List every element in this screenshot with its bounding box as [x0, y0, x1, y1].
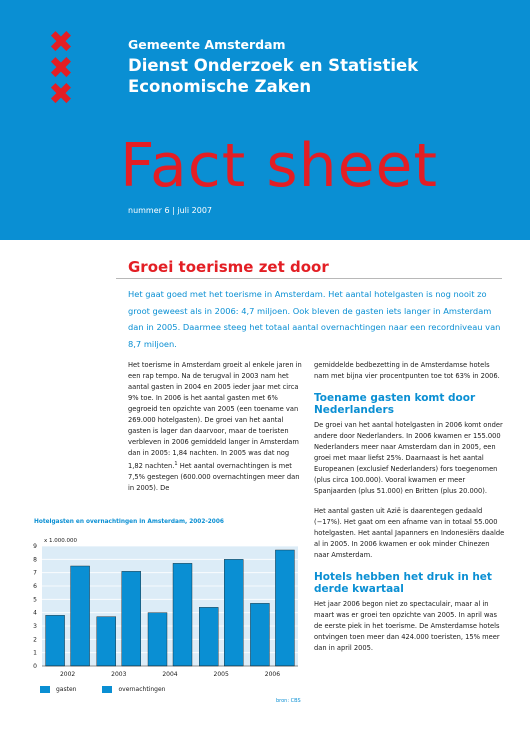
bar-gasten-2005	[199, 607, 218, 666]
cross-icon: ✖	[48, 25, 74, 60]
x-tick-label: 2003	[111, 671, 127, 678]
bar-gasten-2006	[250, 603, 269, 666]
bar-chart	[26, 534, 302, 684]
document-type: Fact sheet	[120, 131, 438, 201]
y-tick-label: 2	[33, 636, 37, 644]
bar-gasten-2002	[46, 615, 65, 666]
legend-label-gasten: gasten	[56, 686, 77, 693]
y-tick-label: 8	[33, 556, 37, 564]
y-tick-label: 3	[33, 623, 37, 630]
x-tick-label: 2004	[162, 671, 178, 678]
organization-name: Gemeente Amsterdam	[128, 37, 286, 52]
bar-overnachtingen-2002	[71, 566, 90, 666]
paragraph-text: Het toerisme in Amsterdam groeit al enkele jaren in een rap tempo. Na de terugval in 2003 nam het aantal gasten in 2004 en 2005 ieder jaar met circa 9% toe. In 2006 is het aantal gasten met 6% gegroeid ten opzichte van 2005 (een toename van 269.000 hotelgasten). De groei van het aantal gasten is lager dan daarvoor, maar de toeristen verbleven in 2006 gemiddeld langer in Amsterdam dan in 2005: 1,84 nachten. In 2005 was dat nog 1,82 nachten.	[128, 361, 302, 471]
bar-overnachtingen-2003	[122, 571, 141, 666]
paragraph: gemiddelde bedbezetting in de Amsterdamse hotels nam met bijna vier procentpunten toe tot 63% in 2006.	[314, 361, 500, 380]
department-line-2: Economische Zaken	[128, 77, 312, 96]
paragraph: Het aantal gasten uit Azië is daarentegen gedaald (−17%). Het gaat om een afname van in totaal 55.000 hotelgasten. Het aantal Japanners en Indonesiërs daalde al in 2005. In 2006 kwamen er ook minder Chinezen naar Amsterdam.	[314, 507, 505, 559]
x-tick-label: 2002	[59, 671, 76, 678]
department-line-1: Dienst Onderzoek en Statistiek	[128, 56, 419, 75]
x-tick-label: 2005	[213, 671, 229, 678]
y-tick-label: 0	[33, 663, 37, 670]
footnote-marker: 1	[174, 461, 178, 467]
body-column-right	[314, 360, 506, 654]
paragraph-text: Het aantal overnachtingen is met 7,5% gestegen (600.000 overnachtingen meer dan in 2005). De	[128, 462, 300, 493]
y-tick-label: 1	[33, 649, 37, 657]
issue-number: nummer 6 | juli 2007	[128, 206, 212, 215]
cross-icon: ✖	[48, 77, 74, 112]
body-column-left	[128, 360, 306, 494]
bar-gasten-2003	[97, 617, 116, 666]
bar-overnachtingen-2004	[173, 563, 192, 666]
y-axis-unit-label: x 1.000.000	[44, 538, 77, 544]
legend-swatch-overnachtingen	[102, 686, 112, 693]
bar-gasten-2004	[148, 613, 167, 666]
y-tick-label: 7	[33, 569, 37, 577]
cross-icon: ✖	[48, 51, 74, 86]
y-tick-label: 9	[33, 543, 37, 550]
paragraph: De groei van het aantal hotelgasten in 2006 komt onder andere door Nederlanders. In 2006 kwamen er 155.000 Nederlanders meer naar Amsterdam dan in 2005, een groei met maar liefst 25%. Daarnaast is het aantal Europeanen (exclusief Nederlanders) fors toegenomen (plus circa 100.000). Vooral kwamen er meer Spanjaarden (plus 51.000) en Britten (plus 20.000).	[314, 421, 503, 495]
header-banner	[0, 0, 530, 240]
y-tick-label: 6	[33, 583, 37, 590]
divider	[116, 278, 502, 279]
bar-overnachtingen-2005	[224, 559, 243, 666]
article-lead: Het gaat goed met het toerisme in Amsterdam. Het aantal hotelgasten is nog nooit zo groot geweest als in 2006: 4,7 miljoen. Ook bleven de gasten iets langer in Amsterdam dan in 2005. Daarmee steeg het totaal aantal overnachtingen naar een recordniveau van 8,7 miljoen.	[128, 289, 501, 349]
y-tick-label: 5	[33, 596, 37, 604]
legend-swatch-gasten	[40, 686, 50, 693]
bar-overnachtingen-2006	[275, 550, 294, 666]
paragraph: Het jaar 2006 begon niet zo spectaculair, maar al in maart was er groei ten opzichte van 2005. In april was de eerste piek in het toerisme. De Amsterdamse hotels ontvingen toen meer dan 424.000 toeristen, 15% meer dan in april 2005.	[314, 600, 500, 652]
y-tick-label: 4	[33, 609, 37, 617]
chart-legend	[40, 686, 165, 693]
subheading: Toename gasten komt door Nederlanders	[314, 392, 476, 416]
department-name	[128, 55, 418, 97]
chart-title: Hotelgasten en overnachtingen in Amsterdam, 2002-2006	[34, 519, 224, 525]
paragraph	[128, 360, 306, 494]
amsterdam-logo	[44, 25, 78, 112]
legend-label-overnachtingen: overnachtingen	[118, 686, 166, 693]
article-title: Groei toerisme zet door	[128, 258, 329, 276]
subheading: Hotels hebben het druk in het derde kwartaal	[314, 571, 492, 595]
x-tick-label: 2006	[264, 671, 281, 678]
chart-source: bron: CBS	[276, 698, 301, 704]
